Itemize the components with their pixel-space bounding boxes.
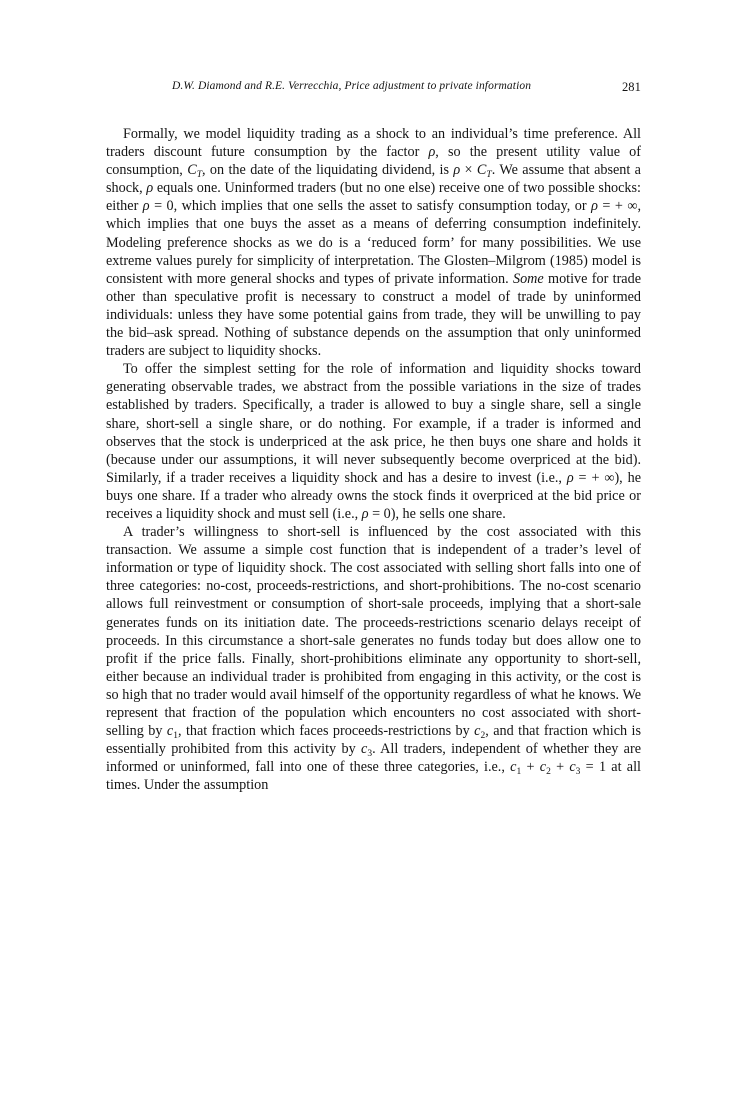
subscript: T	[196, 170, 202, 181]
text-run: = + ∞), he buys one share. If a trader who already owns the stock finds it overpriced at the bid price or receives a liquidity shock and must sell (i.e.,	[106, 469, 642, 522]
text-run: equals one. Uninformed traders (but no one else) receive one of two possible shocks: either	[106, 180, 641, 215]
text-run: ×	[460, 162, 477, 179]
text-run: . We assume that absent a shock,	[106, 162, 641, 197]
running-title: D.W. Diamond and R.E. Verrecchia, Price adjustment to private information	[172, 80, 532, 92]
text-run: = 1 at all times. Under the assumption	[106, 759, 641, 794]
italic-text: c	[166, 723, 174, 740]
journal-page	[106, 80, 646, 794]
text-run: = 0, which implies that one sells the asset to satisfy consumption today, or	[149, 198, 592, 215]
italic-text: C	[187, 162, 197, 179]
italic-text: c	[510, 759, 517, 776]
italic-text: c	[539, 759, 547, 776]
subscript: 1	[173, 731, 178, 742]
text-run: . All traders, independent of whether they are informed or uninformed, fall into one of these three categories, i.e.,	[106, 741, 641, 776]
italic-text: C	[476, 162, 487, 179]
italic-text: c	[361, 741, 368, 758]
italic-text: ρ	[453, 162, 461, 179]
body-text	[106, 125, 641, 794]
text-run: To offer the simplest setting for the role of information and liquidity shocks toward generating observable trades, we abstract from the possible variations in the size of trades established by traders. Specifically, a trader is allowed to buy a single share, sell a single share, short-sell a single share, or do nothing. For example, if a trader is informed and observes that the stock is underpriced at the ask price, he then buys one share and holds it (because under our assumptions, it will never subsequently become overpriced at the bid). Similarly, if a trader receives a liquidity shock and has a desire to invest (i.e.,	[106, 361, 641, 486]
subscript: 3	[367, 749, 373, 760]
running-head	[106, 80, 646, 102]
text-run: +	[521, 759, 540, 776]
italic-text: ρ	[428, 144, 436, 161]
italic-text: Some	[512, 270, 544, 287]
italic-text: ρ	[591, 198, 598, 215]
subscript: 1	[516, 767, 522, 778]
text-run: , on the date of the liquidating dividend, is	[202, 162, 454, 179]
subscript: T	[486, 170, 492, 181]
italic-text: c	[474, 723, 481, 740]
italic-text: ρ	[142, 198, 150, 215]
italic-text: c	[569, 759, 576, 776]
italic-text: ρ	[566, 469, 574, 486]
text-run: +	[550, 759, 570, 776]
paragraph	[106, 125, 641, 360]
italic-text: ρ	[146, 180, 154, 197]
text-run: , and that fraction which is essentially prohibited from this activity by	[106, 723, 641, 758]
subscript: 3	[575, 767, 581, 778]
text-run: = 0), he sells one share.	[368, 505, 506, 522]
text-run: A trader’s willingness to short-sell is influenced by the cost associated with this transaction. We assume a simple cost function that is independent of a trader’s level of information or type of liquidity shock. The cost associated with selling short falls into one of three categories: no-cost, proceeds-restrictions, and short-prohibitions. The no-cost scenario allows full reinvestment or consumption of short-sale proceeds, implying that a short-sale generates funds on its initiation date. The proceeds-restrictions scenario delays receipt of proceeds. In this circumstance a short-sale generates no funds today but does allow one to profit if the price falls. Finally, short-prohibitions eliminate any opportunity to short-sell, either because an individual trader is prohibited from engaging in this activity, or the cost is so high that no trader would avail himself of the opportunity regardless of what he knows. We represent that fraction of the population which encounters no cost associated with short-selling by	[106, 524, 641, 740]
text-run: , that fraction which faces proceeds-restrictions by	[177, 723, 475, 740]
page-number: 281	[621, 80, 641, 94]
subscript: 2	[480, 731, 486, 742]
text-run: motive for trade other than speculative profit is necessary to construct a model of trade by uninformed individuals: unless they have some potential gains from trade, they will be unwilling to pay the bid–ask spread. Nothing of substance depends on the assumption that only uninformed traders are subject to liquidity shocks.	[106, 270, 641, 360]
text-run: = + ∞, which implies that one buys the asset as a means of deferring consumption indefinitely. Modeling preference shocks as we do is a ‘reduced form’ for many possibilities. We use extreme values purely for simplicity of interpretation. The Glosten–Milgrom (1985) model is consistent with more general shocks and types of private information.	[106, 198, 642, 287]
paragraph	[106, 360, 641, 523]
italic-text: ρ	[361, 505, 369, 522]
paragraph	[106, 523, 641, 794]
text-run: , so the present utility value of consumption,	[106, 144, 641, 179]
text-run: Formally, we model liquidity trading as a shock to an individual’s time preference. All traders discount future consumption by the factor	[106, 126, 641, 161]
subscript: 2	[546, 767, 551, 778]
